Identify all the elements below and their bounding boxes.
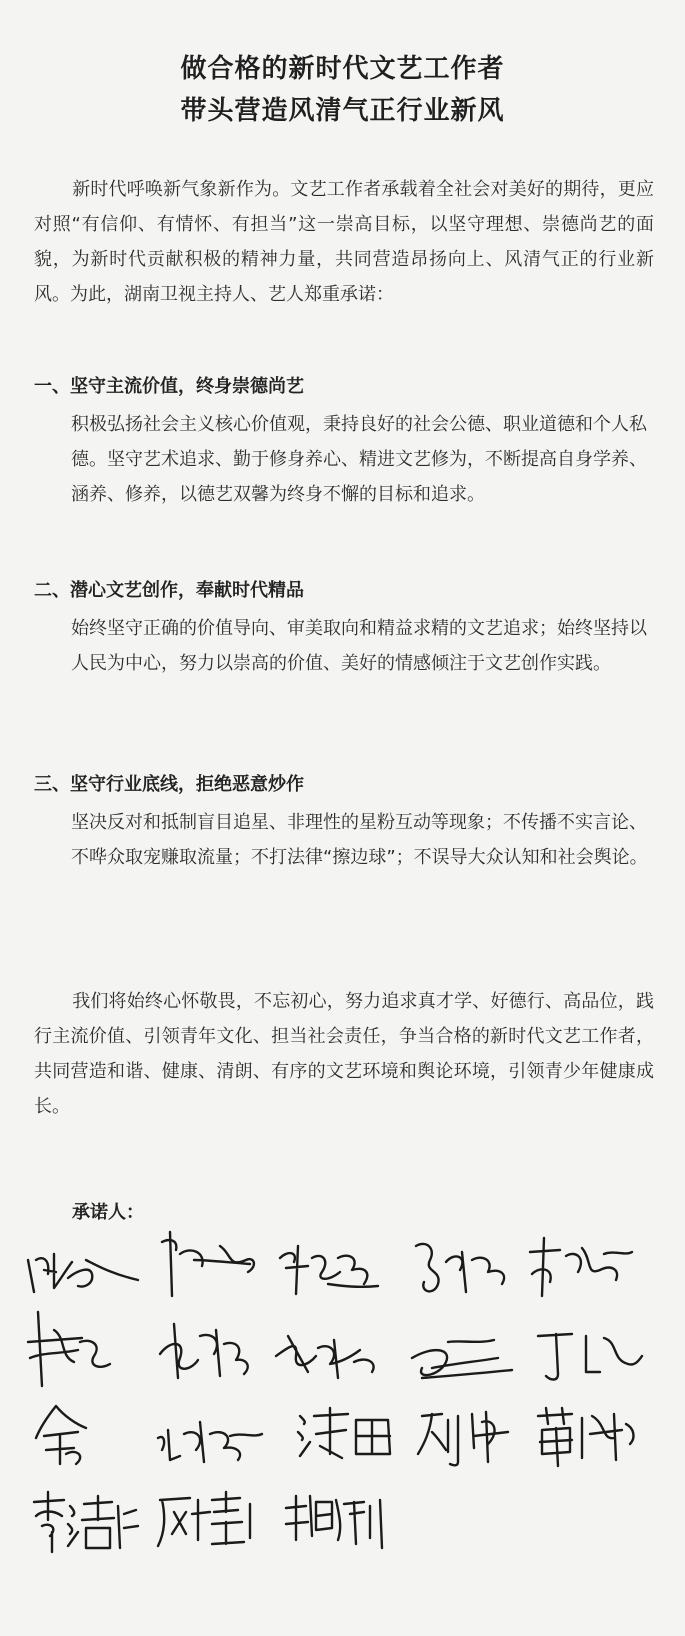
intro-paragraph (34, 172, 654, 312)
signature-11 (26, 1390, 146, 1470)
section-2-heading: 二、潜心文艺创作，奉献时代精品 (34, 580, 304, 601)
signature-15 (530, 1394, 650, 1474)
document-title-line2: 带头营造风清气正行业新风 (180, 96, 505, 126)
signature-14 (412, 1392, 532, 1472)
signature-5 (520, 1226, 640, 1306)
signature-8 (268, 1316, 388, 1396)
signature-18 (280, 1478, 400, 1558)
section-3-body: 坚决反对和抵制盲目追星、非理性的星粉互动等现象；不传播不实言论、不哗众取宠赚取流量；不打法律“擦边球”；不误导大众认知和社会舆论。 (71, 812, 648, 868)
signature-1 (20, 1230, 140, 1310)
signature-12 (150, 1398, 270, 1478)
signature-16 (24, 1480, 144, 1560)
signature-13 (290, 1394, 410, 1474)
signature-area (0, 1230, 685, 1636)
section-3-heading: 三、坚守行业底线，拒绝恶意炒作 (34, 774, 304, 795)
section-1-heading: 一、坚守主流价值，终身崇德尚艺 (34, 376, 304, 397)
signature-9 (402, 1318, 522, 1398)
signature-4 (402, 1226, 522, 1306)
section-1-body: 积极弘扬社会主义核心价值观，秉持良好的社会公德、职业道德和个人私德。坚守艺术追求、勤于修身养心、精进文艺修为，不断提高自身学养、涵养、修养，以德艺双馨为终身不懈的目标和追求。 (71, 414, 647, 505)
intro-text: 新时代呼唤新气象新作为。文艺工作者承载着全社会对美好的期待，更应对照“有信仰、有情怀、有担当”这一崇高目标，以坚守理想、崇德尚艺的面貌，为新时代贡献积极的精神力量，共同营造昂扬向上、风清气正的行业新风。为此，湖南卫视主持人、艺人郑重承诺： (34, 179, 654, 305)
closing-text: 我们将始终心怀敬畏，不忘初心，努力追求真才学、好德行、高品位，践行主流价值、引领青年文化、担当社会责任，争当合格的新时代文艺工作者，共同营造和谐、健康、清朗、有序的文艺环境和舆论环境，引领青少年健康成长。 (34, 991, 654, 1117)
pledger-label: 承诺人： (72, 1202, 144, 1223)
signature-6 (20, 1308, 140, 1388)
signature-2 (150, 1224, 270, 1304)
section-2-body: 始终坚守正确的价值导向、审美取向和精益求精的文艺追求；始终坚持以人民为中心，努力以崇高的价值、美好的情感倾注于文艺创作实践。 (71, 618, 647, 674)
signature-3 (268, 1228, 388, 1308)
signature-10 (528, 1314, 648, 1394)
document-title-line1: 做合格的新时代文艺工作者 (180, 54, 505, 84)
closing-paragraph (34, 984, 654, 1124)
signature-17 (150, 1478, 270, 1558)
signature-7 (150, 1310, 270, 1390)
